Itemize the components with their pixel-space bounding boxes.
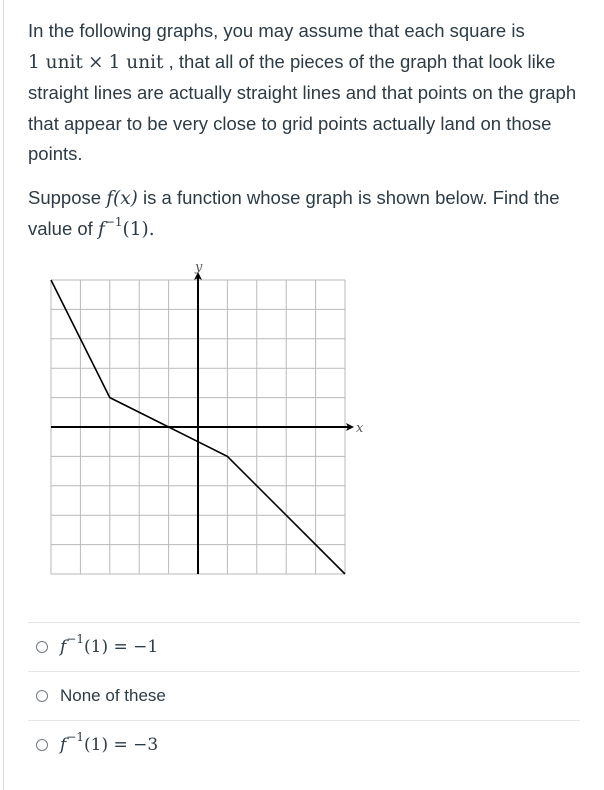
answer-option-1-label <box>60 632 159 657</box>
unit-math-1: 1 unit <box>28 51 83 73</box>
answer-1-superscript: −1 <box>66 632 84 646</box>
assumption-text-rest: , that all of the pieces of the graph that look like straight lines are actually straight lines and that points on the graph that appear to be very close to grid points actually land on those points. <box>28 50 577 164</box>
x-axis-label: x <box>356 421 364 436</box>
task-text-middle: is a function whose graph is shown below. Find the value of <box>28 186 560 239</box>
answer-1-f: f <box>60 637 67 657</box>
answer-option-2[interactable] <box>28 671 580 720</box>
radio-button-icon[interactable] <box>36 641 48 653</box>
answer-choices <box>28 622 580 769</box>
radio-button-icon[interactable] <box>36 690 48 702</box>
answer-option-2-label: None of these <box>60 686 166 705</box>
function-fx: f(x) <box>106 187 138 209</box>
answer-option-3[interactable] <box>28 720 580 769</box>
answer-3-f: f <box>60 735 67 755</box>
task-text-start: Suppose <box>28 186 102 208</box>
answer-3-superscript: −1 <box>66 730 84 744</box>
y-axis-label: y <box>195 260 203 275</box>
answer-1-rest: (1) = −1 <box>84 637 159 657</box>
assumption-text-start: In the following graphs, you may assume that each square is <box>28 20 525 41</box>
inverse-superscript: −1 <box>104 215 123 229</box>
times-symbol: × <box>87 51 104 73</box>
answer-3-rest: (1) = −3 <box>84 735 159 755</box>
inverse-function-f: f <box>97 219 105 240</box>
inverse-argument: (1). <box>122 219 155 240</box>
answer-option-1[interactable] <box>28 622 580 671</box>
unit-math-2: 1 unit <box>108 51 164 73</box>
answer-option-3-label <box>60 730 159 755</box>
radio-button-icon[interactable] <box>36 739 48 751</box>
